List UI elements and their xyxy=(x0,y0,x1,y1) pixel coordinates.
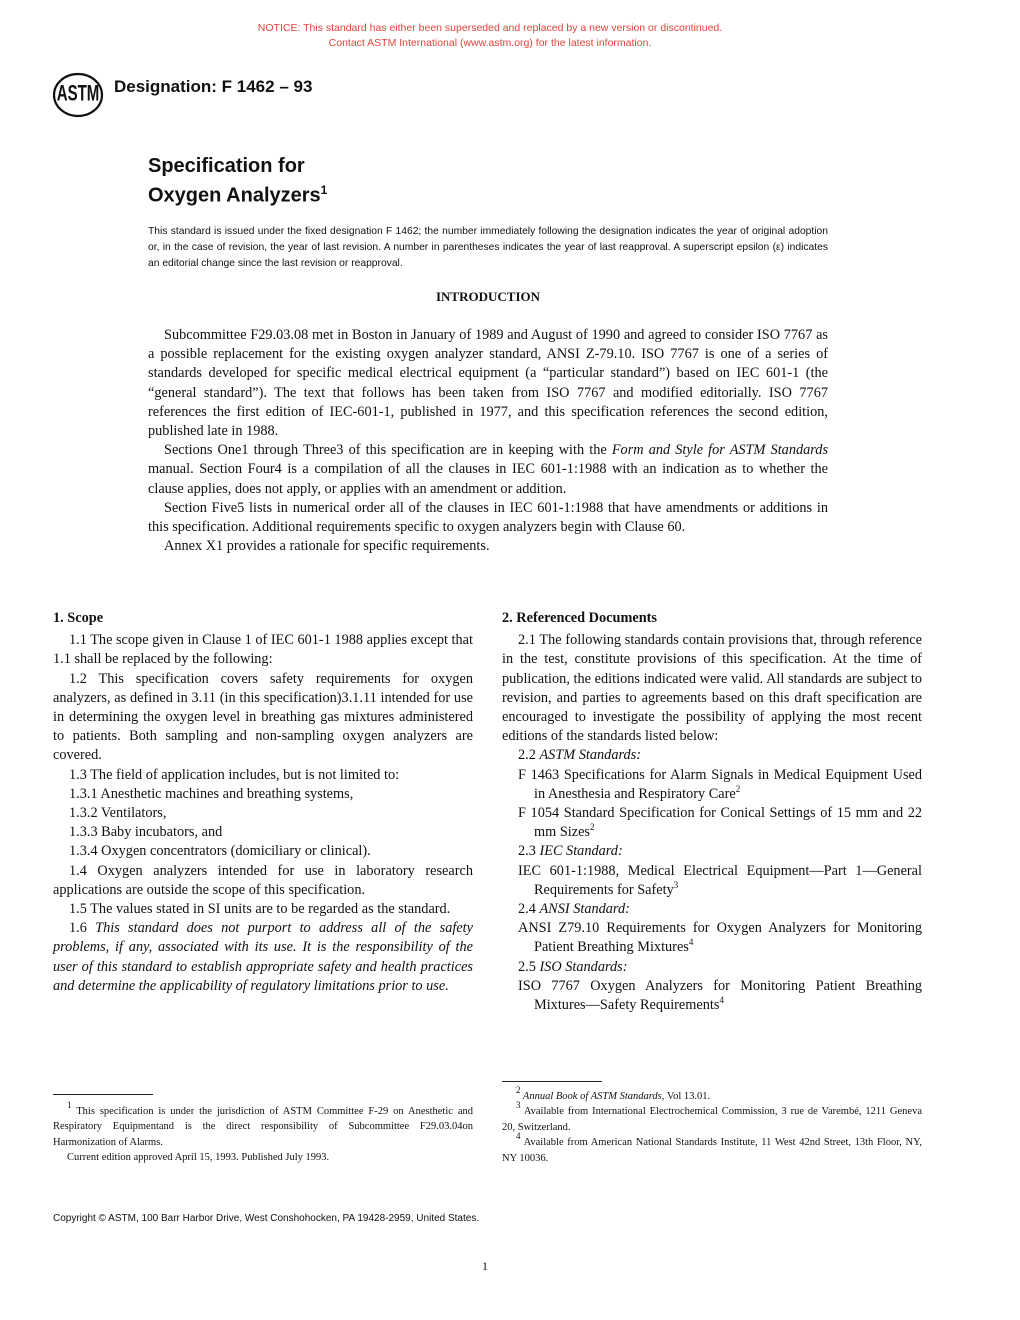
referenced-heading: 2. Referenced Documents xyxy=(502,610,657,626)
clause-1-3-3: 1.3.3 Baby incubators, and xyxy=(69,824,223,841)
introduction-body xyxy=(148,326,828,556)
notice-line-1: NOTICE: This standard has either been superseded and replaced by a new version or discontinued. xyxy=(257,22,723,34)
title-line-2: Oxygen Analyzers xyxy=(148,184,321,207)
page-number: 1 xyxy=(482,1259,488,1273)
designation: Designation: F 1462 – 93 xyxy=(114,77,313,96)
intro-paragraph-3: Section Five5 lists in numerical order all of the clauses in IEC 601-1:1988 that have amendments or additions in this specification. Additional requirements specific to oxygen analyzers begin with Clause 60. xyxy=(148,499,828,536)
intro-paragraph-1: Subcommittee F29.03.08 met in Boston in January of 1989 and August of 1990 and agreed to consider ISO 7767 as a possible replacement for the existing oxygen analyzer standard, ANSI Z-79.10. ISO 7767 is one of a series of standards developed for specific medical electrical equipment (a “particular standard”) based on IEC 601-1 (the “general standard”). The text that follows has been taken from ISO 7767 and modified editorially. ISO 7767 references the first edition of IEC-601-1, published in 1977, and this specification references the second edition, published late in 1988. xyxy=(148,327,828,440)
intro-paragraph-2: Sections One1 through Three3 of this specification are in keeping with the Form and Style for ASTM Standards manual. Section Four4 is a compilation of all the clauses in IEC 601-1:1988 with an indication as to whether the clause applies, does not apply, or applies with an amendment or addition. xyxy=(148,442,829,497)
clause-2-1: 2.1 The following standards contain provisions that, through reference in the test, constitute provisions of this specification. At the time of publication, the editions indicated were valid. All standards are subject to revision, and parties to agreements based on this draft specification are encouraged to investigate the possibility of applying the most recent editions of the standards listed below: xyxy=(502,632,922,745)
footnote-1: $^1$ This specification is under the jurisdiction of ASTM Committee F-29 on Anesthetic and Respiratory Equipmentand is the direct responsibility of Subcommittee F29.03.04on Harmonization of Alarms. xyxy=(53,1100,473,1148)
astm-logo-icon xyxy=(52,72,104,118)
clause-1-3-2: 1.3.2 Ventilators, xyxy=(69,805,167,822)
footnote-3: $^3$ Available from International Electrochemical Commission, 3 rue de Varembé, 1211 Geneva 20, Switzerland. xyxy=(502,1100,922,1133)
document-title xyxy=(148,154,327,208)
footnotes-right xyxy=(502,1085,922,1166)
reference-iec: IEC 601-1:1988, Medical Electrical Equipment—Part 1—General Requirements for Safety$^3$ xyxy=(518,862,922,898)
footnote-2: $^2$ Annual Book of ASTM Standards, Vol 13.01. xyxy=(516,1085,711,1102)
intro-paragraph-4: Annex X1 provides a rationale for specific requirements. xyxy=(164,538,490,555)
scope-heading: 1. Scope xyxy=(53,610,104,626)
title-line-1: Specification for xyxy=(148,155,305,177)
copyright-line: Copyright © ASTM, 100 Barr Harbor Drive, West Conshohocken, PA 19428-2959, United States. xyxy=(53,1213,480,1224)
issued-statement: This standard is issued under the fixed designation F 1462; the number immediately following the designation indicates the year of original adoption or, in the case of revision, the year of last revision. A number in parentheses indicates the year of last reapproval. A superscript epsilon (ε) indicates an editorial change since the last revision or reapproval. xyxy=(148,226,828,269)
introduction-heading: INTRODUCTION xyxy=(435,289,540,304)
footnotes-left xyxy=(53,1100,473,1166)
clause-2-5: 2.5 ISO Standards: xyxy=(518,958,628,975)
clause-2-2: 2.2 ASTM Standards: xyxy=(518,747,641,764)
supersession-notice xyxy=(0,21,980,51)
reference-f1463: F 1463 Specifications for Alarm Signals in Medical Equipment Used in Anesthesia and Respiratory Care$^2$ xyxy=(518,766,922,802)
reference-iso: ISO 7767 Oxygen Analyzers for Monitoring Patient Breathing Mixtures—Safety Requirements$^4$ xyxy=(518,977,922,1014)
title-footnote-mark: 1 xyxy=(320,183,328,197)
notice-line-2: Contact ASTM International (www.astm.org) for the latest information. xyxy=(328,37,652,49)
footnote-4: $^4$ Available from American National Standards Institute, 11 West 42nd Street, 13th Floor, NY, NY 10036. xyxy=(502,1131,922,1164)
clause-1-3-4: 1.3.4 Oxygen concentrators (domiciliary or clinical). xyxy=(69,843,371,860)
footnote-divider-right xyxy=(502,1081,602,1082)
edition-note: Current edition approved April 15, 1993. Published July 1993. xyxy=(67,1152,330,1164)
clause-1-3-1: 1.3.1 Anesthetic machines and breathing systems, xyxy=(69,785,354,802)
scope-section xyxy=(53,609,473,996)
referenced-documents-section xyxy=(502,609,922,1015)
clause-1-5: 1.5 The values stated in SI units are to be regarded as the standard. xyxy=(69,901,451,918)
footnote-divider-left xyxy=(53,1094,153,1095)
clause-1-3: 1.3 The field of application includes, but is not limited to: xyxy=(69,766,400,783)
logo-text: ASTM xyxy=(56,81,100,107)
clause-1-1: 1.1 The scope given in Clause 1 of IEC 601-1 1988 applies except that 1.1 shall be replaced by the following: xyxy=(53,632,473,668)
reference-f1054: F 1054 Standard Specification for Conical Settings of 15 mm and 22 mm Sizes$^2$ xyxy=(518,805,922,841)
clause-1-6: 1.6 This standard does not purport to address all of the safety problems, if any, associated with its use. It is the responsibility of the user of this standard to establish appropriate safety and health practices and determine the applicability of regulatory limitations prior to use. xyxy=(53,920,473,994)
clause-1-4: 1.4 Oxygen analyzers intended for use in laboratory research applications are outside the scope of this specification. xyxy=(53,862,473,898)
clause-1-2: 1.2 This specification covers safety requirements for oxygen analyzers, as defined in 3.11 (in this specification)3.1.11 intended for use in determining the oxygen level in breathing gas mixtures administered to patients. Both sampling and non-sampling oxygen analyzers are covered. xyxy=(53,670,473,764)
clause-2-3: 2.3 IEC Standard: xyxy=(518,843,623,860)
reference-ansi: ANSI Z79.10 Requirements for Oxygen Analyzers for Monitoring Patient Breathing Mixtures$^4$ xyxy=(518,920,922,956)
clause-2-4: 2.4 ANSI Standard: xyxy=(518,901,630,918)
